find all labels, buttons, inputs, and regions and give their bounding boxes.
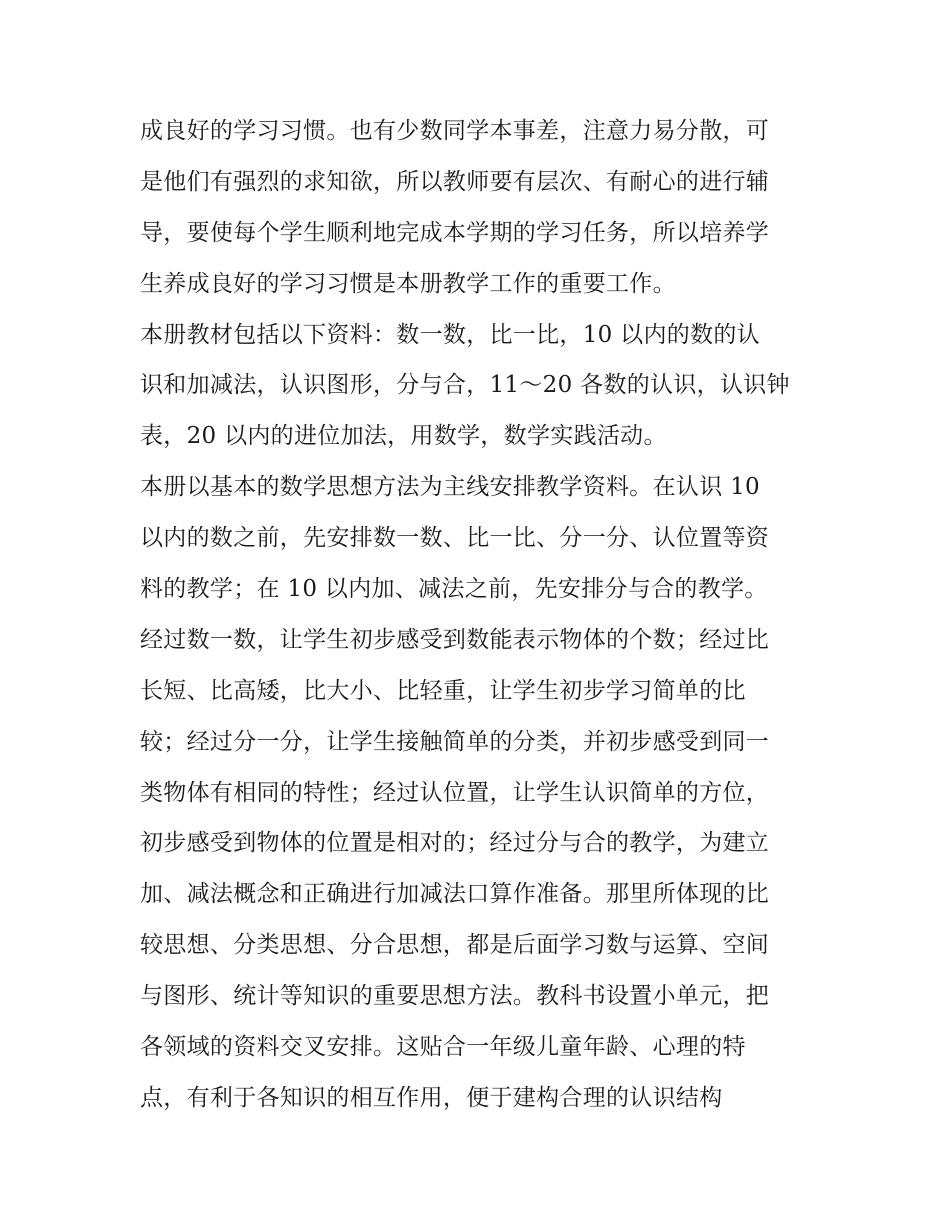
text-line-7: 表，20 以内的进位加法，用数学，数学实践活动。: [140, 423, 667, 450]
text-line-10: 料的教学；在 10 以内加、减法之前，先安排分与合的教学。: [140, 576, 768, 603]
text-line-8: 本册以基本的数学思想方法为主线安排教学资料。在认识 10: [140, 474, 760, 501]
text-line-15: 初步感受到物体的位置是相对的；经过分与合的教学，为建立: [140, 830, 770, 857]
text-line-19: 各领域的资料交叉安排。这贴合一年级儿童年龄、心理的特: [140, 1034, 746, 1061]
text-line-17: 较思想、分类思想、分合思想，都是后面学习数与运算、空间: [140, 932, 770, 959]
text-line-20: 点，有利于各知识的相互作用，便于建构合理的认识结构: [140, 1084, 723, 1111]
text-line-14: 类物体有相同的特性；经过认位置，让学生认识简单的方位，: [140, 779, 770, 806]
text-line-11: 经过数一数，让学生初步感受到数能表示物体的个数；经过比: [140, 626, 770, 653]
text-line-5: 本册教材包括以下资料：数一数，比一比，10 以内的数的认: [140, 321, 760, 348]
body-text: [140, 106, 820, 1124]
text-line-4: 生养成良好的学习习惯是本册教学工作的重要工作。: [140, 270, 676, 297]
text-line-12: 长短、比高矮，比大小、比轻重，让学生初步学习简单的比: [140, 677, 746, 704]
text-line-13: 较；经过分一分，让学生接触简单的分类，并初步感受到同一: [140, 728, 770, 755]
text-line-1: 成良好的学习习惯。也有少数同学本事差，注意力易分散，可: [140, 118, 770, 144]
text-line-6: 识和加减法，认识图形，分与合，11～20 各数的认识，认识钟: [140, 372, 790, 399]
text-line-3: 导，要使每个学生顺利地完成本学期的学习任务，所以培养学: [140, 219, 770, 246]
text-line-18: 与图形、统计等知识的重要思想方法。教科书设置小单元，把: [140, 983, 770, 1010]
text-line-2: 是他们有强烈的求知欲，所以教师要有层次、有耐心的进行辅: [140, 168, 770, 195]
text-line-16: 加、减法概念和正确进行加减法口算作准备。那里所体现的比: [140, 881, 770, 908]
text-line-9: 以内的数之前，先安排数一数、比一比、分一分、认位置等资: [140, 525, 770, 552]
